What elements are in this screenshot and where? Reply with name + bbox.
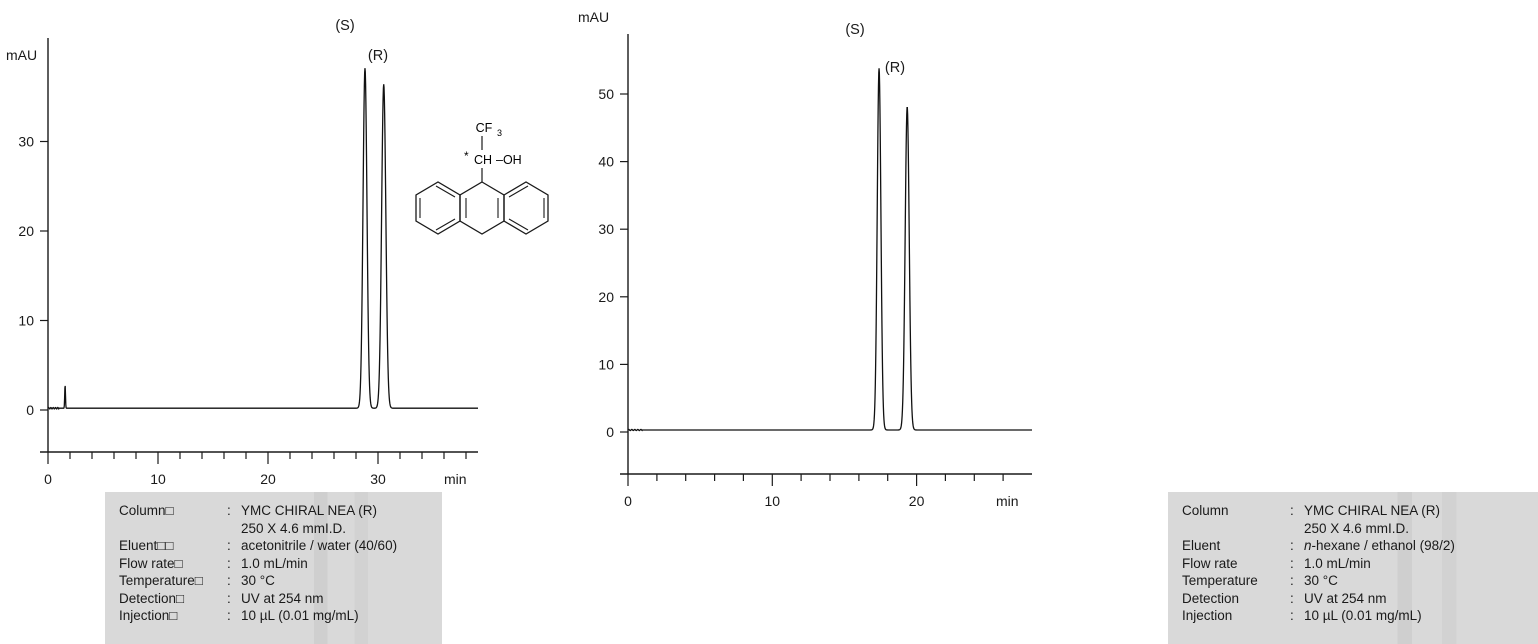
condition-row xyxy=(1182,555,1455,573)
condition-row xyxy=(1182,590,1455,608)
condition-colon xyxy=(1290,520,1304,538)
svg-text:–OH: –OH xyxy=(496,153,522,167)
conditions-table-right xyxy=(1168,492,1538,644)
peak-label-R-right: (R) xyxy=(884,60,906,76)
condition-key: Flow rate xyxy=(1182,555,1238,571)
condition-key: Temperature□ xyxy=(119,573,203,588)
y-axis-title-left: mAU xyxy=(6,47,38,63)
condition-value: 30 °C xyxy=(241,573,275,588)
svg-text:*: * xyxy=(464,149,469,163)
condition-key: Detection xyxy=(1182,590,1240,606)
y-tick-10-right: 10 xyxy=(598,356,614,373)
x-axis-title-left: min xyxy=(444,471,467,487)
y-tick-30-right: 30 xyxy=(598,221,614,238)
condition-colon: : xyxy=(1290,608,1294,623)
condition-row xyxy=(119,520,397,538)
svg-text:CF: CF xyxy=(475,121,493,135)
condition-key: Eluent xyxy=(1182,538,1221,553)
condition-value: UV at 254 nm xyxy=(1304,590,1387,606)
y-tick-10-left: 10 xyxy=(18,312,34,329)
condition-row xyxy=(1182,537,1455,555)
condition-colon: : xyxy=(227,555,231,571)
condition-row xyxy=(1182,502,1455,520)
chart-right xyxy=(530,0,1062,509)
svg-text:3: 3 xyxy=(497,128,503,138)
condition-row xyxy=(119,502,397,520)
condition-colon: : xyxy=(1290,590,1294,606)
y-tick-0-left: 0 xyxy=(26,402,34,418)
condition-key: Injection xyxy=(1182,608,1233,623)
condition-value: UV at 254 nm xyxy=(241,590,324,606)
condition-key: Temperature xyxy=(1182,573,1258,588)
y-axis-title-right: mAU xyxy=(578,9,610,25)
y-tick-30-left: 30 xyxy=(18,133,34,150)
condition-colon: : xyxy=(227,573,231,588)
condition-row xyxy=(119,590,397,608)
condition-row xyxy=(1182,607,1455,625)
condition-key xyxy=(1182,520,1290,538)
condition-key: Column xyxy=(1182,503,1229,518)
condition-key: Eluent□□ xyxy=(119,538,174,553)
chromatogram-trace-left xyxy=(48,68,478,409)
condition-row xyxy=(119,607,397,625)
condition-key: Column□ xyxy=(119,503,174,518)
x-axis-title-right: min xyxy=(996,493,1019,509)
x-tick-0-right: 0 xyxy=(624,493,632,509)
x-tick-0-left: 0 xyxy=(44,471,52,487)
chromatogram-panel-left xyxy=(0,0,530,644)
condition-colon: : xyxy=(227,608,231,623)
chromatogram-panel-right xyxy=(530,0,1455,644)
condition-value: YMC CHIRAL NEA (R) xyxy=(1304,503,1441,518)
x-tick-20-right: 20 xyxy=(908,493,925,509)
condition-row xyxy=(119,572,397,590)
condition-colon: : xyxy=(227,538,231,553)
y-tick-40-right: 40 xyxy=(598,153,614,170)
condition-colon xyxy=(227,520,241,538)
condition-key: Flow rate□ xyxy=(119,555,183,571)
condition-colon: : xyxy=(1290,503,1294,518)
condition-colon: : xyxy=(1290,573,1294,588)
x-tick-10-left: 10 xyxy=(150,471,166,487)
y-tick-20-left: 20 xyxy=(18,223,34,239)
y-tick-20-right: 20 xyxy=(598,288,614,305)
y-tick-0-right: 0 xyxy=(606,424,614,440)
condition-row xyxy=(1182,572,1455,590)
peak-label-R-left: (R) xyxy=(367,48,389,64)
peak-label-S-right: (S) xyxy=(845,22,865,38)
x-tick-30-left: 30 xyxy=(370,471,386,487)
molecule-structure xyxy=(416,121,548,234)
condition-value: 30 °C xyxy=(1304,573,1338,588)
condition-value: 1.0 mL/min xyxy=(241,555,308,571)
condition-colon: : xyxy=(1290,555,1294,571)
peak-label-S-left: (S) xyxy=(335,18,355,34)
x-tick-10-right: 10 xyxy=(764,493,781,509)
chromatogram-trace-right xyxy=(628,68,1032,430)
condition-key xyxy=(119,520,227,538)
conditions-table-left xyxy=(105,492,442,644)
chart-left xyxy=(0,0,530,490)
y-tick-50-right: 50 xyxy=(598,86,614,102)
condition-value: 250 X 4.6 mmI.D. xyxy=(241,520,347,536)
condition-row xyxy=(119,537,397,555)
condition-colon: : xyxy=(227,503,231,518)
condition-row xyxy=(1182,520,1455,538)
condition-value: 1.0 mL/min xyxy=(1304,555,1371,571)
condition-colon: : xyxy=(227,590,231,606)
condition-value: 10 µL (0.01 mg/mL) xyxy=(1304,608,1422,623)
condition-colon: : xyxy=(1290,538,1294,553)
condition-value: 10 µL (0.01 mg/mL) xyxy=(241,608,359,623)
condition-key: Detection□ xyxy=(119,590,185,606)
condition-value: acetonitrile / water (40/60) xyxy=(241,538,398,553)
condition-key: Injection□ xyxy=(119,608,178,623)
svg-text:CH: CH xyxy=(474,153,493,167)
condition-row xyxy=(119,555,397,573)
condition-value: YMC CHIRAL NEA (R) xyxy=(241,503,378,518)
condition-value: 250 X 4.6 mmI.D. xyxy=(1304,520,1410,536)
condition-value-eluent: n-hexane / ethanol (98/2) xyxy=(1304,538,1455,553)
x-tick-20-left: 20 xyxy=(260,471,276,487)
